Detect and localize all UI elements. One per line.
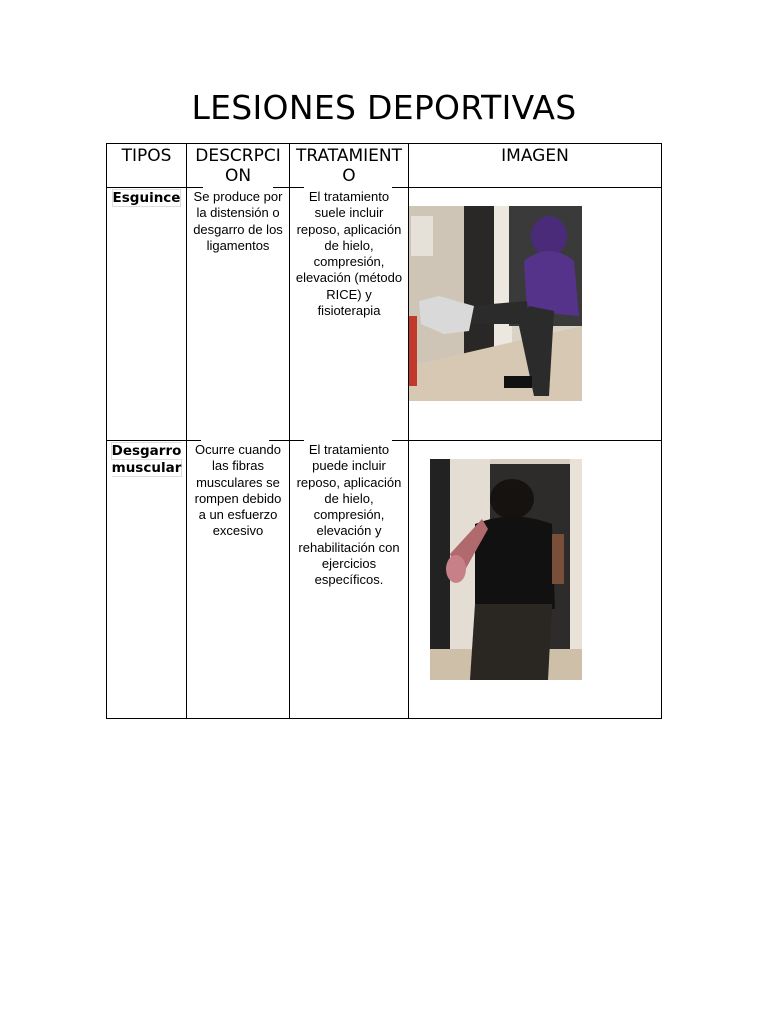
injuries-table <box>106 143 662 719</box>
table-row <box>107 188 662 441</box>
row-1-descripcion: Se produce por la distensión o desgarro de los ligamentos <box>187 188 290 441</box>
row-1-imagen <box>409 188 662 441</box>
row-1-tratamiento: El tratamiento suele incluir reposo, aplicación de hielo, compresión, elevación (método RICE) y fisioterapia <box>290 188 409 441</box>
header-tipos: TIPOS <box>107 144 187 188</box>
row-2-descripcion: Ocurre cuando las fibras musculares se rompen debido a un esfuerzo excesivo <box>187 441 290 719</box>
photo-back-view <box>430 459 582 680</box>
row-2-imagen <box>409 441 662 719</box>
page-title: LESIONES DEPORTIVAS <box>191 88 577 127</box>
row-2-tipo: Desgarro muscular <box>107 441 187 719</box>
header-imagen: IMAGEN <box>409 144 662 188</box>
row-2-tratamiento: El tratamiento puede incluir reposo, aplicación de hielo, compresión, elevación y rehabilitación con ejercicios específicos. <box>290 441 409 719</box>
header-descripcion: DESCRPCION <box>187 144 290 188</box>
table-row <box>107 441 662 719</box>
header-tratamiento: TRATAMIENTO <box>290 144 409 188</box>
row-1-tipo: Esguince <box>107 188 187 441</box>
table-header-row <box>107 144 662 188</box>
photo-kick <box>409 206 582 401</box>
